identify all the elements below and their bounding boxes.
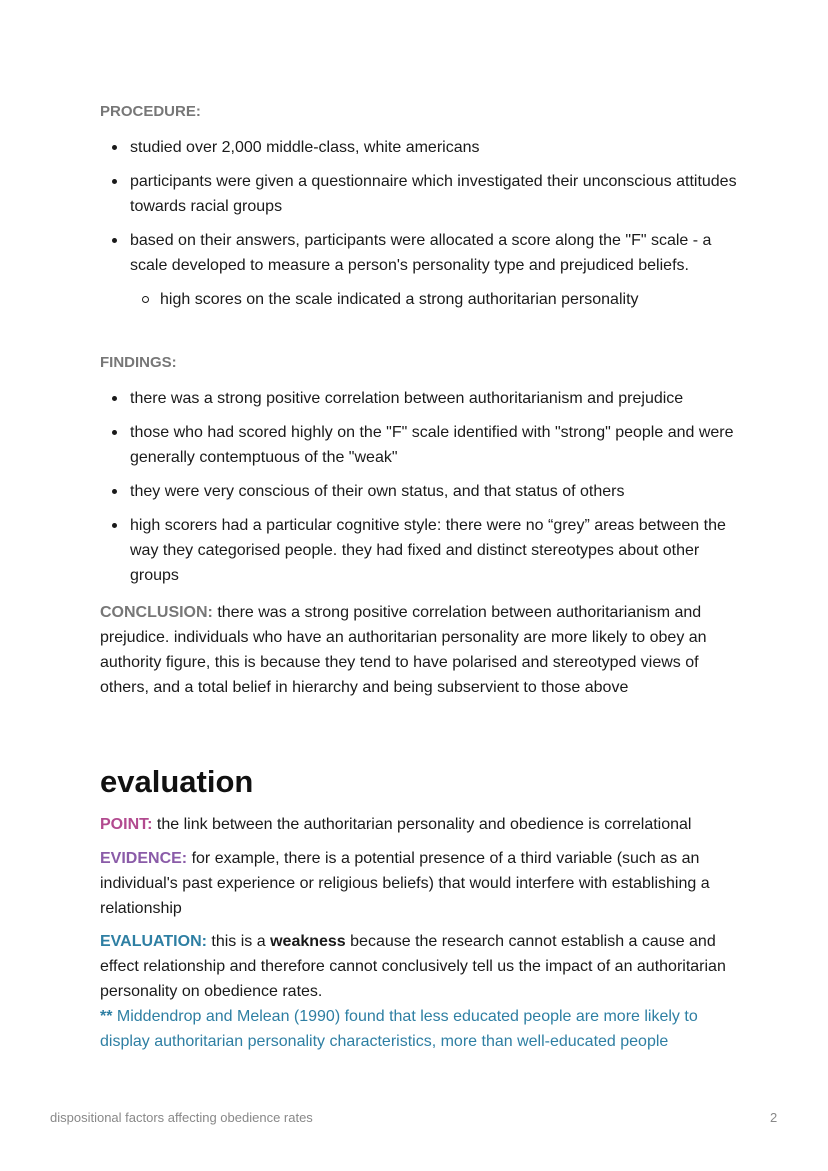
evaluation-label: EVALUATION: xyxy=(100,933,207,950)
evaluation-paragraph xyxy=(100,929,740,1054)
point-text: the link between the authoritarian personality and obedience is correlational xyxy=(152,816,692,833)
evidence-paragraph xyxy=(100,846,740,921)
point-label: POINT: xyxy=(100,816,153,833)
footer-title: dispositional factors affecting obedience rates xyxy=(50,1110,313,1125)
list-item: those who had scored highly on the "F" scale identified with "strong" people and were generally contemptuous of the "weak" xyxy=(100,420,740,470)
list-item: participants were given a questionnaire which investigated their unconscious attitudes towards racial groups xyxy=(100,169,740,219)
evaluation-text-post: because the research cannot establish a cause and effect relationship and therefore cannot conclusively tell us the impact of an authoritarian personality on obedience rates. xyxy=(100,933,726,1000)
conclusion-text: there was a strong positive correlation between authoritarianism and prejudice. individuals who have an authoritarian personality are more likely to obey an authority figure, this is because they tend to have polarised and stereotyped views of others, and a total belief in hierarchy and being subservient to those above xyxy=(100,604,707,696)
weakness-emphasis: weakness xyxy=(270,933,346,950)
list-item: there was a strong positive correlation between authoritarianism and prejudice xyxy=(100,386,740,411)
note-marker: ** xyxy=(100,1008,113,1025)
evidence-text: for example, there is a potential presence of a third variable (such as an individual's past experience or religious beliefs) that would interfere with establishing a relationship xyxy=(100,850,710,917)
point-paragraph xyxy=(100,812,740,837)
page-number: 2 xyxy=(770,1110,778,1125)
conclusion-paragraph xyxy=(100,600,740,700)
list-item: based on their answers, participants were allocated a score along the "F" scale - a scale developed to measure a person's personality type and prejudiced beliefs. xyxy=(100,228,740,278)
findings-list xyxy=(100,386,740,597)
note xyxy=(100,1008,698,1050)
list-item: studied over 2,000 middle-class, white americans xyxy=(100,135,740,160)
list-item: high scorers had a particular cognitive style: there were no “grey” areas between the way they categorised people. they had fixed and distinct stereotypes about other groups xyxy=(100,513,740,588)
sub-list-item: high scores on the scale indicated a strong authoritarian personality xyxy=(100,287,740,312)
evaluation-title: evaluation xyxy=(100,764,254,799)
list-item: they were very conscious of their own status, and that status of others xyxy=(100,479,740,504)
conclusion-label: CONCLUSION: xyxy=(100,604,213,621)
procedure-heading: PROCEDURE: xyxy=(100,103,201,120)
evaluation-text-pre: this is a xyxy=(206,933,271,950)
evidence-label: EVIDENCE: xyxy=(100,850,188,867)
findings-heading: FINDINGS: xyxy=(100,354,177,371)
procedure-list xyxy=(100,135,740,321)
note-text: Middendrop and Melean (1990) found that less educated people are more likely to display authoritarian personality characteristics, more than well-educated people xyxy=(100,1008,698,1050)
